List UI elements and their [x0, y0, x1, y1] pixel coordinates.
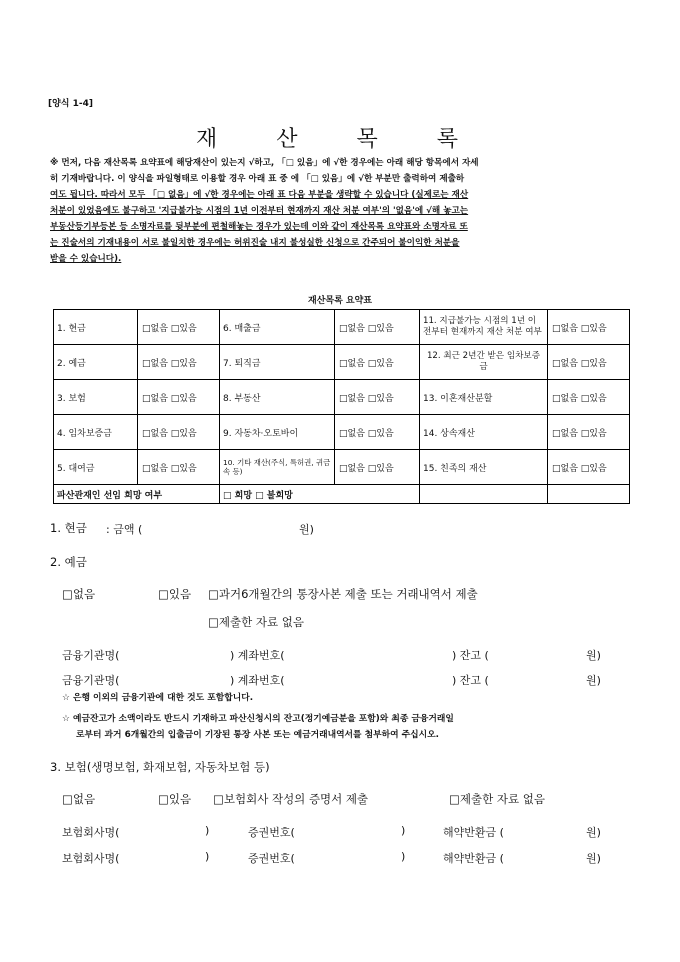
empty-cell: [548, 485, 630, 504]
insurance-cert-checkbox[interactable]: □보험회사 작성의 증명서 제출: [213, 792, 369, 806]
deposit-account: ) 계좌번호(: [230, 649, 285, 662]
summary-checkbox[interactable]: □없음 □있음: [138, 310, 220, 345]
summary-item: 11. 지급불가능 시점의 1년 이전부터 현재까지 재산 처분 여부: [420, 310, 548, 345]
summary-item: 12. 최근 2년간 받은 임차보증금: [420, 345, 548, 380]
form-number: [양식 1-4]: [48, 99, 94, 109]
deposit-none-checkbox[interactable]: □없음: [62, 587, 96, 601]
deposit-no-material-checkbox[interactable]: □제출한 자료 없음: [208, 615, 304, 629]
empty-cell: [420, 485, 548, 504]
notice-line: 는 진술서의 기재내용이 서로 불일치한 경우에는 허위진술 내지 불성실한 신청으로 간주되어 불이익한 처분을: [50, 238, 460, 248]
insurance-no-material-checkbox[interactable]: □제출한 자료 없음: [449, 792, 545, 806]
notice-line: 부동산등기부등본 등 소명자료를 뒷부분에 편철해놓는 경우가 있는데 이와 같이 재산목록 요약표와 소명자료 또: [50, 222, 468, 232]
table-row: [54, 345, 630, 380]
summary-item: 10. 기타 재산(주식, 특허권, 귀금속 등): [220, 450, 335, 485]
summary-checkbox[interactable]: □없음 □있음: [335, 310, 420, 345]
insurance-close: ): [401, 824, 406, 837]
summary-item: 1. 현금: [54, 310, 138, 345]
summary-checkbox[interactable]: □없음 □있음: [548, 310, 630, 345]
summary-item: 8. 부동산: [220, 380, 335, 415]
insurance-unit: 원): [586, 826, 601, 839]
table-row: [54, 450, 630, 485]
insurance-unit: 원): [586, 852, 601, 865]
deposit-balance: ) 잔고 (: [452, 674, 489, 687]
summary-checkbox[interactable]: □없음 □있음: [138, 345, 220, 380]
insurance-policy: 증권번호(: [248, 852, 295, 865]
summary-item: 5. 대여금: [54, 450, 138, 485]
notice-line: 히 기재바랍니다. 이 양식을 파일형태로 이용할 경우 아래 표 중 에 「□ 있음」에 √한 부분만 출력하여 제출하: [50, 174, 465, 184]
notice-line: 여도 됩니다. 따라서 모두 「□ 없음」에 √한 경우에는 아래 표 다음 부분을 생략할 수 있습니다 (실제로는 재산: [50, 190, 469, 200]
summary-item: 13. 이혼재산분할: [420, 380, 548, 415]
insurance-company: 보험회사명(: [62, 852, 120, 865]
summary-item: 6. 매출금: [220, 310, 335, 345]
insurance-company: 보험회사명(: [62, 826, 120, 839]
summary-checkbox[interactable]: □없음 □있음: [138, 380, 220, 415]
insurance-close: ): [205, 850, 210, 863]
deposit-title: 2. 예금: [50, 555, 87, 569]
deposit-account: ) 계좌번호(: [230, 674, 285, 687]
table-row: [54, 380, 630, 415]
deposit-submit-checkbox[interactable]: □과거6개월간의 통장사본 제출 또는 거래내역서 제출: [208, 587, 478, 601]
deposit-note: ☆ 예금잔고가 소액이라도 반드시 기재하고 파산신청시의 잔고(정기예금분을 포함)와 최종 금융거래일: [62, 714, 454, 724]
summary-checkbox[interactable]: □없음 □있음: [138, 450, 220, 485]
summary-item: 9. 자동차·오토바이: [220, 415, 335, 450]
summary-item: 4. 임차보증금: [54, 415, 138, 450]
summary-item: 3. 보험: [54, 380, 138, 415]
summary-item: 15. 친족의 재산: [420, 450, 548, 485]
trustee-checkbox[interactable]: □ 희망 □ 불희망: [220, 485, 420, 504]
summary-item: 7. 퇴직금: [220, 345, 335, 380]
deposit-note: ☆ 은행 이외의 금융기관에 대한 것도 포함합니다.: [62, 693, 254, 703]
notice-line: 받을 수 있습니다).: [50, 254, 122, 264]
page-title: 재 산 목 록: [196, 127, 484, 152]
summary-checkbox[interactable]: □없음 □있음: [335, 450, 420, 485]
summary-checkbox[interactable]: □없음 □있음: [335, 380, 420, 415]
cash-title: 1. 현금: [50, 521, 87, 535]
notice-paragraph: [50, 155, 635, 267]
notice-line: 처분이 있었음에도 불구하고 '지급불가능 시점의 1년 이전부터 현재까지 재산 처분 여부'의 '없음'에 √해 놓고는: [50, 206, 469, 216]
summary-checkbox[interactable]: □없음 □있음: [548, 380, 630, 415]
deposit-yes-checkbox[interactable]: □있음: [158, 587, 192, 601]
summary-title: 재산목록 요약표: [308, 296, 372, 306]
insurance-title: 3. 보험(생명보험, 화재보험, 자동차보험 등): [50, 760, 270, 774]
summary-item: 2. 예금: [54, 345, 138, 380]
notice-line: ※ 먼저, 다음 재산목록 요약표에 해당재산이 있는지 √하고, 「□ 있음」에 √한 경우에는 아래 해당 항목에서 자세: [50, 158, 479, 168]
deposit-balance: ) 잔고 (: [452, 649, 489, 662]
insurance-close: ): [205, 824, 210, 837]
insurance-refund: 해약반환금 (: [443, 852, 504, 865]
deposit-unit: 원): [586, 674, 601, 687]
summary-table: [53, 309, 630, 504]
summary-checkbox[interactable]: □없음 □있음: [335, 415, 420, 450]
cash-amount-label: : 금액 (: [106, 523, 143, 536]
insurance-close: ): [401, 850, 406, 863]
summary-checkbox[interactable]: □없음 □있음: [548, 450, 630, 485]
table-row: [54, 310, 630, 345]
table-row: [54, 415, 630, 450]
summary-checkbox[interactable]: □없음 □있음: [335, 345, 420, 380]
summary-item: 14. 상속재산: [420, 415, 548, 450]
deposit-unit: 원): [586, 649, 601, 662]
summary-checkbox[interactable]: □없음 □있음: [548, 415, 630, 450]
summary-checkbox[interactable]: □없음 □있음: [548, 345, 630, 380]
deposit-institution: 금융기관명(: [62, 649, 120, 662]
deposit-institution: 금융기관명(: [62, 674, 120, 687]
insurance-refund: 해약반환금 (: [443, 826, 504, 839]
insurance-policy: 증권번호(: [248, 826, 295, 839]
insurance-yes-checkbox[interactable]: □있음: [158, 792, 192, 806]
deposit-note: 로부터 과거 6개월간의 입출금이 기장된 통장 사본 또는 예금거래내역서를 첨부하여 주십시오.: [76, 730, 440, 740]
trustee-label: 파산관재인 선임 희망 여부: [54, 485, 220, 504]
table-row: [54, 485, 630, 504]
summary-checkbox[interactable]: □없음 □있음: [138, 415, 220, 450]
cash-unit: 원): [299, 523, 314, 536]
insurance-none-checkbox[interactable]: □없음: [62, 792, 96, 806]
